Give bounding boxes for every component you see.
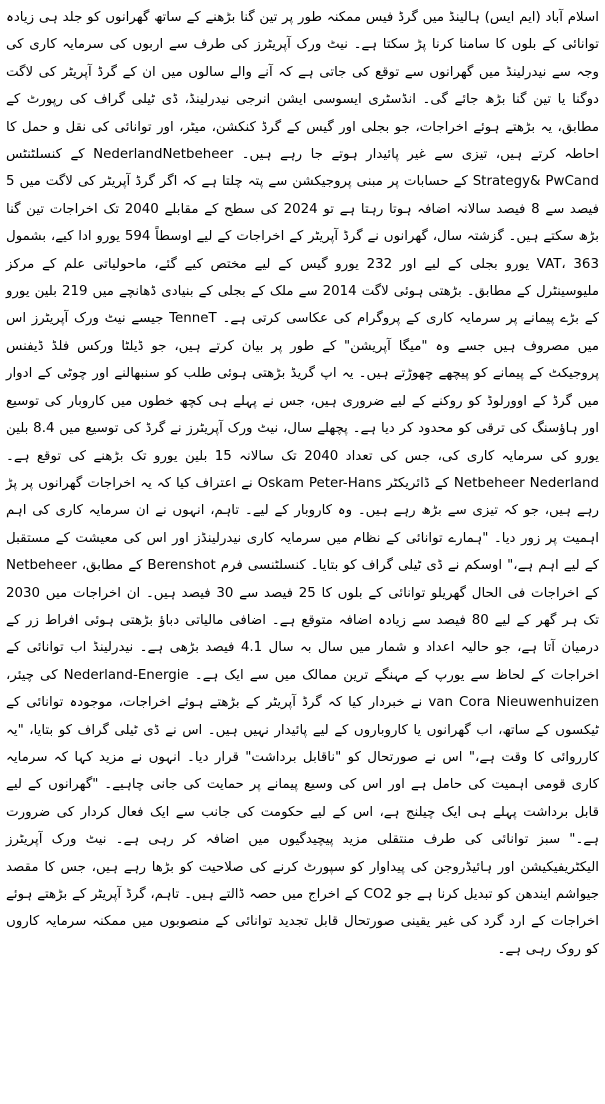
article-body: اسلام آباد (ایم ایس) ہالینڈ میں گرڈ فیس ممکنہ طور پر تین گنا بڑھنے کے ساتھ گھرانوں کو جلد ہی زیادہ توانائی کے بلوں کا سامنا کرنا پڑ سکتا ہے۔ نیٹ ورک آپریٹرز کی طرف سے اربوں کی سرمایہ کاری کی وجہ سے نیدرلینڈ میں گھرانوں سے توقع کی جاتی ہے کہ آنے والے سالوں میں ان کے گرڈ آپریٹر کی لاگت دوگنا یا تین گنا بڑھ جائے گی۔ انڈسٹری ایسوسی ایشن انرجی نیدرلینڈ، ڈی ٹیلی گراف کی رپورٹ کے مطابق، یہ بڑھتے ہوئے اخراجات، جو بجلی اور گیس کے گرڈ کنکشن، میٹر، اور توانائی کی نقل و حمل کا احاطہ کرتے ہیں، تیزی سے غیر پائیدار ہوتے جا رہے ہیں۔ NederlandNetbeheer کے کنسلٹنٹس Strategy& PwCand کے حسابات پر مبنی پروجیکشن سے پتہ چلتا ہے کہ اگر گرڈ آپریٹر کی لاگت میں 5 فیصد سے 8 فیصد سالانہ اضافہ ہوتا رہتا ہے تو 2024 کی سطح کے مقابلے 2040 تک اخراجات تین گنا بڑھ سکتے ہیں۔ گزشتہ سال، گھرانوں نے گرڈ آپریٹر کے اخراجات کے لیے اوسطاً 594 یورو ادا کیے، بشمول VAT، 363 یورو بجلی کے لیے اور 232 یورو گیس کے لیے مختص کیے گئے، ماحولیاتی علم کے مرکز ملیوسینٹرل کے مطابق۔ بڑھتی ہوئی لاگت 2014 سے ملک کے بجلی کے بنیادی ڈھانچے میں 219 بلین یورو کے بڑے پیمانے پر سرمایہ کاری کے پروگرام کی عکاسی کرتی ہے۔ TenneT جیسے نیٹ ورک آپریٹرز اس میں مصروف ہیں جسے وہ "میگا آپریشن" کے طور پر بیان کرتے ہیں، جو ڈیلٹا ورکس فلڈ ڈیفنس پروجیکٹ کے پیمانے کو پیچھے چھوڑتے ہیں۔ یہ اپ گریڈ بڑھتی ہوئی طلب کو سنبھالنے اور چوٹی کے ادوار میں گرڈ کے اوورلوڈ کو روکنے کے لیے ضروری ہیں، جس نے پہلے ہی کچھ خطوں میں کاروبار کی توسیع اور ہاؤسنگ کی ترقی کو محدود کر دیا ہے۔ پچھلے سال، نیٹ ورک آپریٹرز نے گرڈ کی توسیع میں 8.4 بلین یورو کی سرمایہ کاری کی، جس کی تعداد 2040 تک سالانہ 15 بلین یورو تک بڑھنے کی توقع ہے۔ Netbeheer Nederland کے ڈائریکٹر Oskam Peter-Hans نے اعتراف کیا کہ یہ اخراجات گھرانوں پر پڑ رہے ہیں، جو کہ تیزی سے بڑھ رہے ہیں۔ وہ کاروبار کے لیے۔ تاہم، انہوں نے ان سرمایہ کاری کی اہم اہمیت پر زور دیا۔ "ہمارے توانائی کے نظام میں سرمایہ کاری نیدرلینڈز اور اس کی معیشت کے مستقبل کے لیے اہم ہے،" اوسکم نے ڈی ٹیلی گراف کو بتایا۔ کنسلٹنسی فرم Berenshot کے مطابق، Netbeheer کے اخراجات فی الحال گھریلو توانائی کے بلوں کا 25 فیصد سے 30 فیصد ہیں۔ ان اخراجات میں 2030 تک ہر گھر کے لیے 80 فیصد سے زیادہ اضافہ متوقع ہے۔ اضافی مالیاتی دباؤ بڑھتی ہوئی افراط زر کے درمیان آتا ہے، جو حالیہ اعداد و شمار میں سال بہ سال 4.1 فیصد بڑھی ہے۔ نیدرلینڈ اب توانائی کے اخراجات کے لحاظ سے یورپ کے مہنگے ترین ممالک میں سے ایک ہے۔ Nederland-Energie کی چیئر، van Cora Nieuwenhuizen نے خبردار کیا کہ گرڈ آپریٹر کے بڑھتے ہوئے اخراجات، موجودہ توانائی کے ٹیکسوں کے ساتھ، اب گھرانوں یا کاروباروں کے لیے پائیدار نہیں ہیں۔ اس نے ڈی ٹیلی گراف کو بتایا، "یہ کارروائی کا وقت ہے،" اس نے صورتحال کو "ناقابل برداشت" قرار دیا۔ انہوں نے مزید کہا کہ سرمایہ کاری قومی اہمیت کی حامل ہے اور اس کی وسیع پیمانے پر حمایت کی جانی چاہیے۔ "گھرانوں کے لیے قابل برداشت پہلے ہی ایک چیلنج ہے، اس کے لیے حکومت کی جانب سے ایک فعال کردار کی ضرورت ہے۔" سبز توانائی کی طرف منتقلی مزید پیچیدگیوں میں اضافہ کر رہی ہے۔ نیٹ ورک آپریٹرز الیکٹریفیکیشن اور ہائیڈروجن کی پیداوار کو سپورٹ کرنے کی صلاحیت کو بڑھا رہے ہیں، جس کا مقصد جیواشم ایندھن کو تبدیل کرنا ہے جو CO2 کے اخراج میں حصہ ڈالتے ہیں۔ تاہم، گرڈ آپریٹر کے بڑھتے ہوئے اخراجات کے ارد گرد کی غیر یقینی صورتحال قابل تجدید توانائی کے منصوبوں میں ممکنہ سرمایہ کاروں کو روک رہی ہے۔ — [6, 10, 600, 957]
